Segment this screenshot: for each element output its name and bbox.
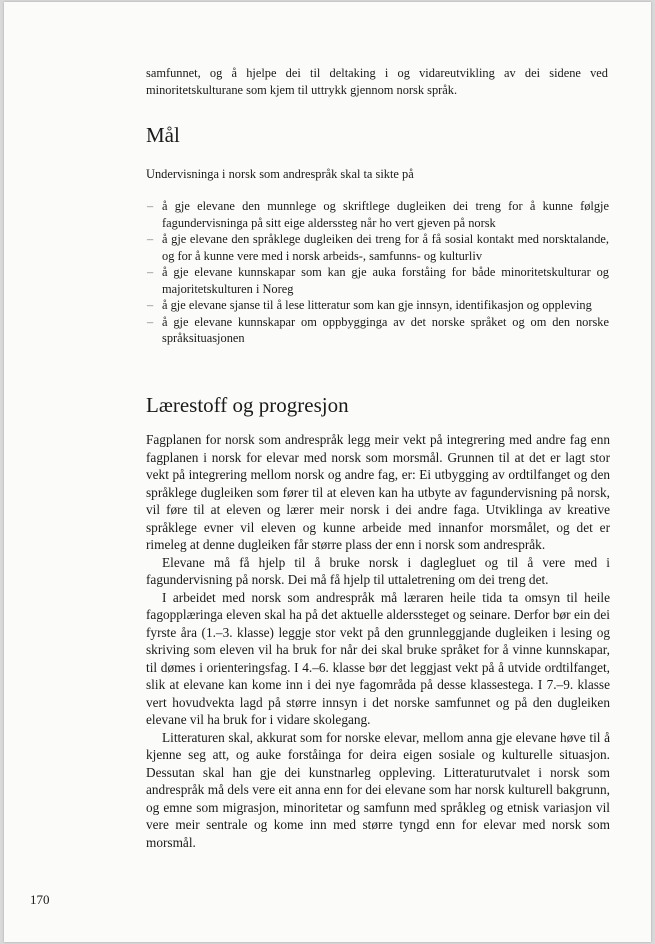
body-paragraph: I arbeidet med norsk som andrespråk må læraren heile tida ta omsyn til heile fagopplæringa eleven skal ha på det aktuelle alderssteget og seinare. Derfor bør ein dei fyrste åra (1.–3. klasse) leggje stor vekt på den grunnleggjande dugleiken i lesing og skriving som eleven vil ha bruk for når dei skal bruke språket for å vinne kunnskapar, til dømes i orienteringsfag. I 4.–6. klasse bør det leggjast vekt på å utvide ordtilfanget, slik at elevane kan kome inn i dei nye fagområda på desse klassestega. I 7.–9. klasse vert hovudvekta lagd på større innsyn i det norske samfunnet og på den dugleiken elevane vil ha bruk for i vidare skolegang. — [146, 589, 610, 727]
intro-paragraph: samfunnet, og å hjelpe dei til deltaking i og vidareutvikling av dei sidene ved minoritetskulturane som kjem til uttrykk gjennom norsk språk. — [146, 66, 608, 97]
document-page — [4, 2, 651, 942]
goal-item: – å gje elevane sjanse til å lese litteratur som kan gje innsyn, identifikasjon og oppleving — [147, 298, 592, 312]
body-paragraph: Litteraturen skal, akkurat som for norske elevar, mellom anna gje elevane høve til å kjenne seg att, og auke forståinga for deira eigen sosiale og kulturelle situasjon. Dessutan skal han gje dei kunstnarleg oppleving. Litteraturutvalet i norsk som andrespråk må dels vere eit anna enn for dei elevane som har norsk kulturell bakgrunn, og emne som migrasjon, minoritetar og samfunn med språkleg og etnisk variasjon vil vere meir sentrale og kome inn med større tyngd enn for elevar med norsk som morsmål. — [146, 729, 610, 850]
goal-item: – å gje elevane kunnskapar om oppbygginga av det norske språket og om den norske språksituasjonen — [147, 314, 609, 345]
dash-bullet: – — [147, 199, 154, 213]
goals-list — [146, 198, 609, 347]
dash-bullet: – — [147, 232, 154, 246]
heading-mal: Mål — [146, 123, 180, 147]
goal-item: – å gje elevane den munnlege og skriftlege dugleiken dei treng for å kunne følgje fagundervisninga på sitt eige alderssteg når ho vert gjeven på norsk — [147, 199, 609, 230]
dash-bullet: – — [147, 265, 154, 279]
page-number: 170 — [30, 892, 50, 907]
goals-lead: Undervisninga i norsk som andrespråk skal ta sikte på — [146, 167, 414, 181]
body-paragraph: Fagplanen for norsk som andrespråk legg meir vekt på integrering med andre fag enn fagplanen i norsk for elevar med norsk som morsmål. Grunnen til at det er lagt stor vekt på integrering mellom norsk og andre fag, er: Ei utbygging av ordtilfanget og den språklege dugleiken som fører til at eleven kan ha utbyte av fagundervisning på norsk, vil føre til at eleven og lærer meir norsk i dei andre faga. Utviklinga av kreative språklege evner vil eleven og kunne arbeide med innanfor morsmålet, og det er rimeleg at denne dugleiken får større plass der enn i norsk som andrespråk. — [146, 432, 610, 552]
laerestoff-body — [146, 431, 610, 851]
heading-laerestoff: Lærestoff og progresjon — [146, 393, 349, 417]
body-paragraph: Elevane må få hjelp til å bruke norsk i daglegluet og til å vere med i fagundervisning på norsk. Dei må få hjelp til uttaletrening om dei treng det. — [146, 554, 610, 587]
dash-bullet: – — [147, 298, 154, 312]
goal-item: – å gje elevane kunnskapar som kan gje auka forståing for både minoritetskulturar og majoritetskulturen i Noreg — [147, 265, 609, 296]
dash-bullet: – — [147, 314, 154, 329]
goal-item: – å gje elevane den språklege dugleiken dei treng for å få sosial kontakt med norsktalande, og for å kunne vere med i norsk arbeids-, samfunns- og kulturliv — [147, 232, 609, 263]
